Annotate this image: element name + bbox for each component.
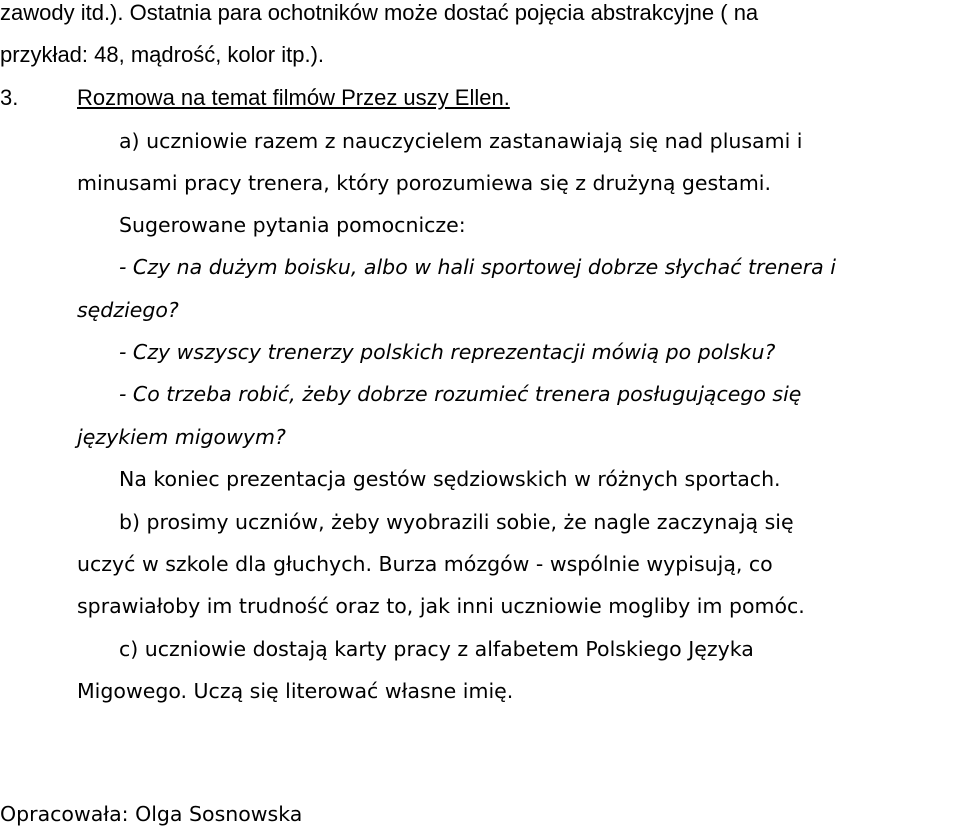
text-line: zawody itd.). Ostatnia para ochotników może dostać pojęcia abstrakcyjne ( na [0,0,759,25]
question-line: - Czy wszyscy trenerzy polskich reprezentacji mówią po polsku? [119,340,776,364]
paragraph-line: b) prosimy uczniów, żeby wyobrazili sobie, że nagle zaczynają się [119,510,794,534]
paragraph-line: Na koniec prezentacja gestów sędziowskich w różnych sportach. [119,467,781,491]
paragraph-line: uczyć w szkole dla głuchych. Burza mózgów - wspólnie wypisują, co [77,552,773,576]
paragraph-line: Migowego. Uczą się literować własne imię. [77,679,514,703]
prompt-heading: Sugerowane pytania pomocnicze: [119,213,466,237]
question-line: sędziego? [77,298,179,322]
question-line: - Co trzeba robić, żeby dobrze rozumieć trenera posługującego się [119,382,802,406]
paragraph-line: c) uczniowie dostają karty pracy z alfabetem Polskiego Języka [119,637,754,661]
paragraph-line: a) uczniowie razem z nauczycielem zastanawiają się nad plusami i [119,129,803,153]
paragraph-line: sprawiałoby im trudność oraz to, jak inni uczniowie mogliby im pomóc. [77,594,805,618]
section-heading: Rozmowa na temat filmów Przez uszy Ellen. [77,85,510,110]
paragraph-line: minusami pracy trenera, który porozumiewa się z drużyną gestami. [77,171,771,195]
question-line: językiem migowym? [77,425,286,449]
item-number: 3. [0,85,19,110]
author-credit: Opracowała: Olga Sosnowska [0,802,303,826]
text-line: przykład: 48, mądrość, kolor itp.). [0,42,325,67]
question-line: - Czy na dużym boisku, albo w hali sportowej dobrze słychać trenera i [119,255,836,279]
